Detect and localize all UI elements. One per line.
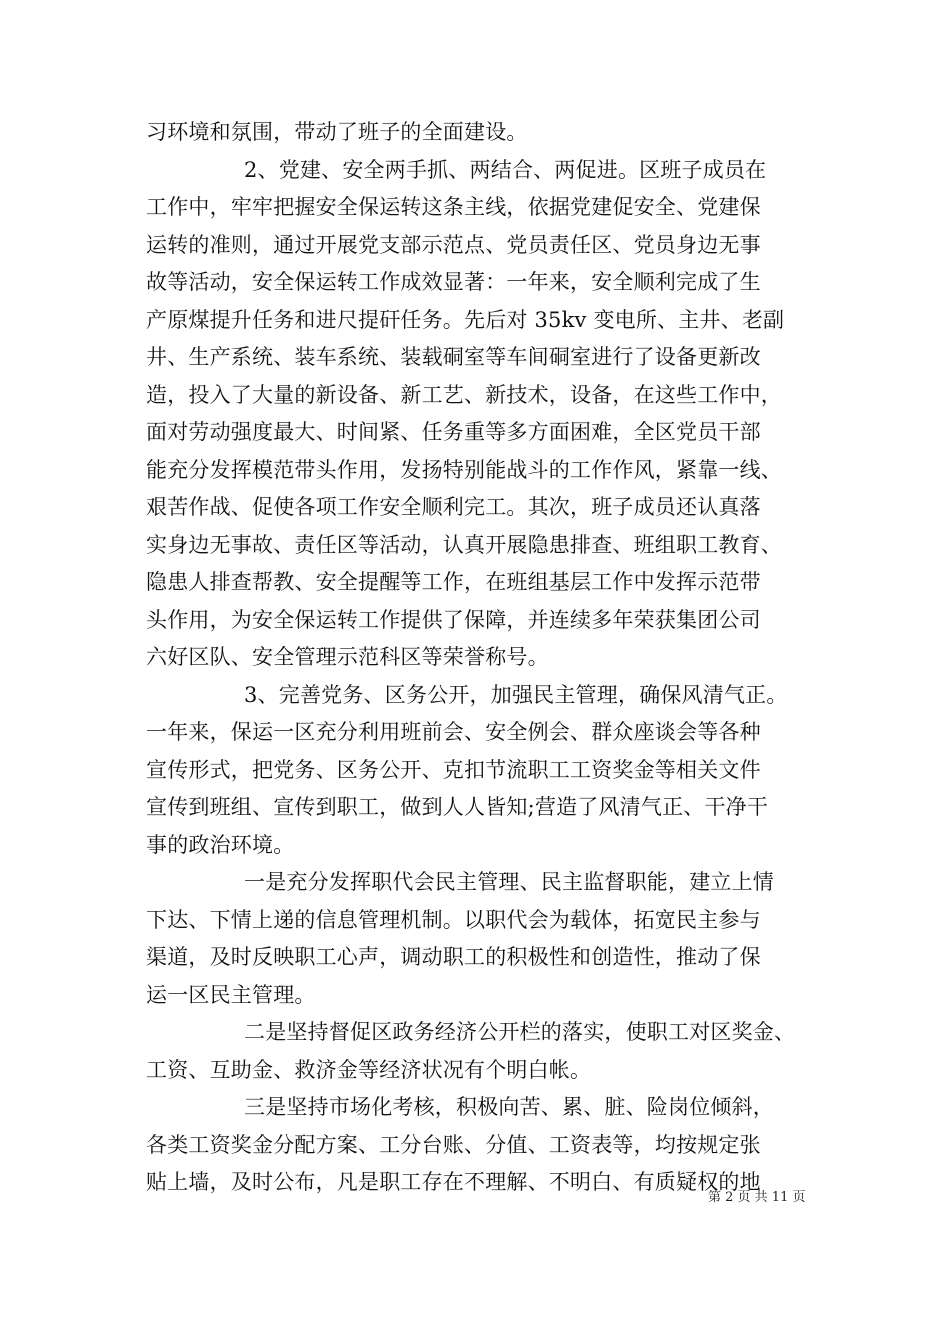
text-line: 井、生产系统、装车系统、装载硐室等车间硐室进行了设备更新改	[146, 345, 761, 369]
paragraph-start-line: 二是坚持督促区政务经济公开栏的落实，使职工对区奖金、	[244, 1020, 796, 1044]
text-line: 能充分发挥模范带头作用，发扬特别能战斗的工作作风，紧靠一线、	[146, 457, 782, 482]
text-line: 造，投入了大量的新设备、新工艺、新技术，设备，在这些工作中，	[146, 382, 782, 407]
text-line: 各类工资奖金分配方案、工分台账、分值、工资表等，均按规定张	[146, 1132, 761, 1157]
text-line: 实身边无事故、责任区等活动，认真开展隐患排查、班组职工教育、	[146, 532, 782, 557]
text-line: 工作中，牢牢把握安全保运转这条主线，依据党建促安全、党建保	[146, 195, 761, 219]
paragraph-start-line: 一是充分发挥职代会民主管理、民主监督职能，建立上情	[244, 870, 774, 894]
text-line: 一年来，保运一区充分利用班前会、安全例会、群众座谈会等各种	[146, 720, 761, 744]
text-line: 故等活动，安全保运转工作成效显著：一年来，安全顺利完成了生	[146, 270, 761, 294]
text-line: 习环境和氛围，带动了班子的全面建设。	[146, 120, 528, 144]
text-line: 运一区民主管理。	[146, 982, 316, 1007]
text-line: 宣传到班组、宣传到职工，做到人人皆知;营造了风清气正、干净干	[146, 795, 769, 819]
text-line: 运转的准则，通过开展党支部示范点、党员责任区、党员身边无事	[146, 232, 761, 257]
paragraph-start-line: 2、党建、安全两手抓、两结合、两促进。区班子成员在	[244, 157, 767, 182]
text-line: 隐患人排查帮教、安全提醒等工作，在班组基层工作中发挥示范带	[146, 570, 761, 594]
page-number: 第 2 页 共 11 页	[708, 1190, 806, 1205]
text-line: 下达、下情上递的信息管理机制。以职代会为载体，拓宽民主参与	[146, 907, 761, 932]
body-text	[146, 114, 806, 1202]
text-line: 贴上墙，及时公布，凡是职工存在不理解、不明白、有质疑权的地	[146, 1170, 761, 1194]
text-line: 事的政治环境。	[146, 832, 295, 857]
paragraph-start-line: 三是坚持市场化考核，积极向苦、累、脏、险岗位倾斜，	[244, 1095, 774, 1119]
text-line: 头作用，为安全保运转工作提供了保障，并连续多年荣获集团公司	[146, 607, 761, 632]
paragraph-start-line: 3、完善党务、区务公开，加强民主管理，确保风清气正。	[244, 682, 788, 707]
text-line: 艰苦作战、促使各项工作安全顺利完工。其次，班子成员还认真落	[146, 495, 761, 519]
text-line: 产原煤提升任务和进尺提矸任务。先后对 35kv 变电所、主井、老副	[146, 307, 785, 332]
text-line: 渠道，及时反映职工心声，调动职工的积极性和创造性，推动了保	[146, 945, 761, 969]
text-line: 工资、互助金、救济金等经济状况有个明白帐。	[146, 1057, 592, 1082]
text-line: 宣传形式，把党务、区务公开、克扣节流职工工资奖金等相关文件	[146, 757, 761, 782]
text-line: 六好区队、安全管理示范科区等荣誉称号。	[146, 645, 549, 669]
text-line: 面对劳动强度最大、时间紧、任务重等多方面困难，全区党员干部	[146, 420, 761, 444]
